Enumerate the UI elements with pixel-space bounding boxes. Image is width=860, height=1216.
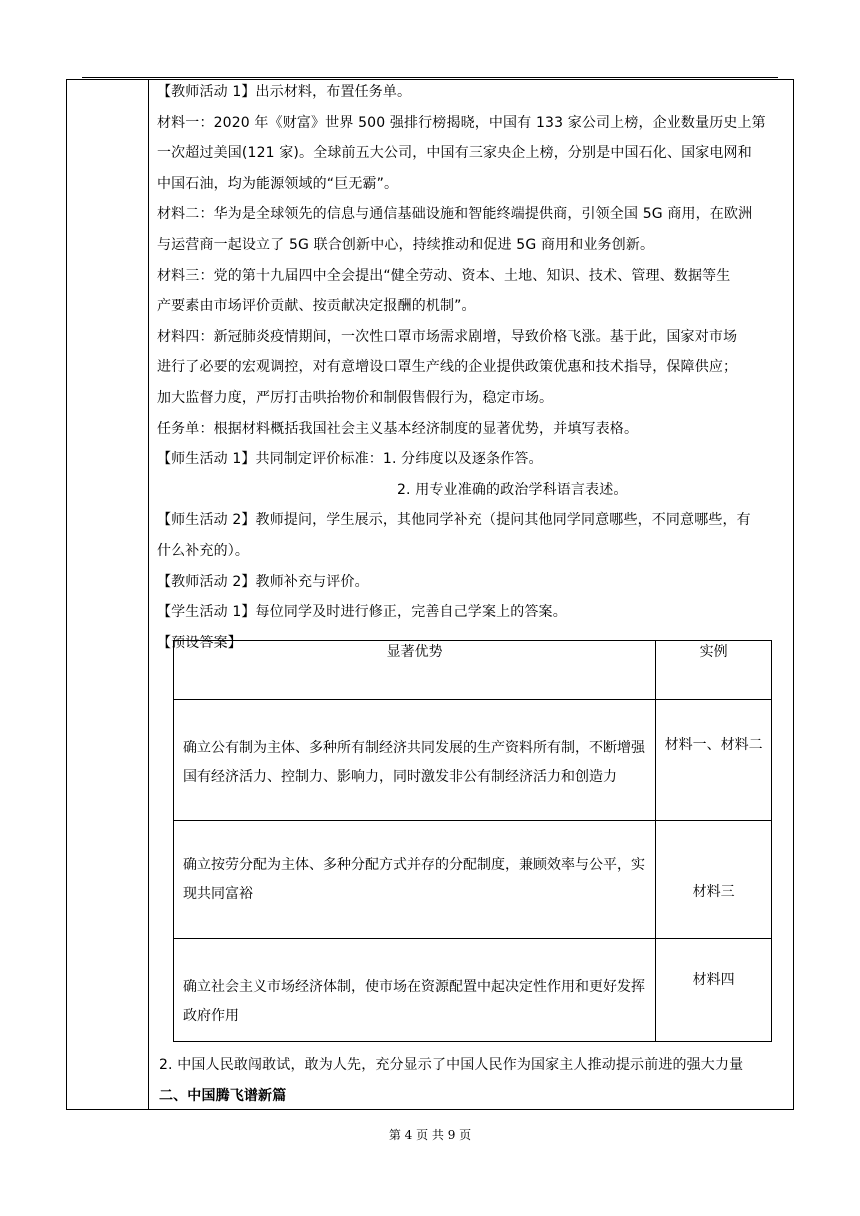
- header-rule: [82, 77, 778, 78]
- criteria-2: 2. 用专业准确的政治学科语言表述。: [397, 481, 628, 498]
- teacher-student-activity-2-line-1: 【师生活动 2】教师提问，学生展示，其他同学补充（提问其他同学同意哪些，不同意哪些，有: [157, 512, 751, 529]
- material-1-line-1: 材料一：2020 年《财富》世界 500 强排行榜揭晓，中国有 133 家公司上榜，企业数量历史上第: [157, 114, 766, 131]
- advantage-cell: 确立社会主义市场经济体制，使市场在资源配置中起决定性作用和更好发挥政府作用: [174, 939, 656, 1042]
- advantage-cell: 确立公有制为主体、多种所有制经济共同发展的生产资料所有制，不断增强国有经济活力、控制力、影响力，同时激发非公有制经济活力和创造力: [174, 700, 656, 821]
- point-2: 2. 中国人民敢闯敢试，敢为人先，充分显示了中国人民作为国家主人推动提示前进的强大力量: [159, 1057, 744, 1073]
- preset-answer-heading: 【预设答案】: [157, 634, 242, 651]
- header-example: 实例: [656, 641, 772, 700]
- material-1-line-2: 一次超过美国(121 家)。全球前五大公司，中国有三家央企上榜，分别是中国石化、国家电网和: [157, 145, 752, 162]
- teacher-student-activity-2-line-2: 什么补充的）。: [157, 542, 250, 559]
- material-4-line-1: 材料四：新冠肺炎疫情期间，一次性口罩市场需求剧增，导致价格飞涨。基于此，国家对市场: [157, 328, 738, 345]
- material-1-line-3: 中国石油，均为能源领域的“巨无霸”。: [157, 175, 399, 192]
- lesson-content: [157, 80, 787, 661]
- teacher-activity-2: 【教师活动 2】教师补充与评价。: [157, 573, 369, 590]
- section-heading-2: 二、中国腾飞谱新篇: [159, 1088, 287, 1104]
- table-row: [174, 700, 772, 821]
- example-cell: 材料四: [656, 939, 772, 1042]
- material-4-line-2: 进行了必要的宏观调控，对有意增设口罩生产线的企业提供政策优惠和技术指导，保障供应；: [157, 359, 738, 376]
- material-3-line-2: 产要素由市场评价贡献、按贡献决定报酬的机制”。: [157, 298, 476, 315]
- column-divider: [148, 80, 149, 1109]
- material-3-line-1: 材料三：党的第十九届四中全会提出“健全劳动、资本、土地、知识、技术、管理、数据等生: [157, 267, 731, 284]
- material-2-line-1: 材料二：华为是全球领先的信息与通信基础设施和智能终端提供商，引领全国 5G 商用，在欧洲: [157, 206, 753, 223]
- table-row: [174, 821, 772, 939]
- teacher-activity-1: 【教师活动 1】出示材料，布置任务单。: [157, 84, 412, 100]
- page-footer: 第 4 页 共 9 页: [388, 1128, 472, 1142]
- material-2-line-2: 与运营商一起设立了 5G 联合创新中心，持续推动和促进 5G 商用和业务创新。: [157, 236, 655, 253]
- preset-answer-table: [173, 640, 772, 1042]
- header-advantage: 显著优势: [174, 641, 656, 700]
- material-4-line-3: 加大监督力度，严厉打击哄抬物价和制假售假行为，稳定市场。: [157, 389, 554, 406]
- task-sheet: 任务单：根据材料概括我国社会主义基本经济制度的显著优势，并填写表格。: [157, 420, 639, 437]
- table-row: [174, 939, 772, 1042]
- table-header-row: [174, 641, 772, 700]
- student-activity-1: 【学生活动 1】每位同学及时进行修正，完善自己学案上的答案。: [157, 604, 567, 621]
- advantage-cell: 确立按劳分配为主体、多种分配方式并存的分配制度，兼顾效率与公平，实现共同富裕: [174, 821, 656, 939]
- example-cell: 材料三: [656, 821, 772, 939]
- after-table-content: [159, 1053, 789, 1115]
- example-cell: 材料一、材料二: [656, 700, 772, 821]
- teacher-student-activity-1: 【师生活动 1】共同制定评价标准：1. 分纬度以及逐条作答。: [157, 451, 543, 468]
